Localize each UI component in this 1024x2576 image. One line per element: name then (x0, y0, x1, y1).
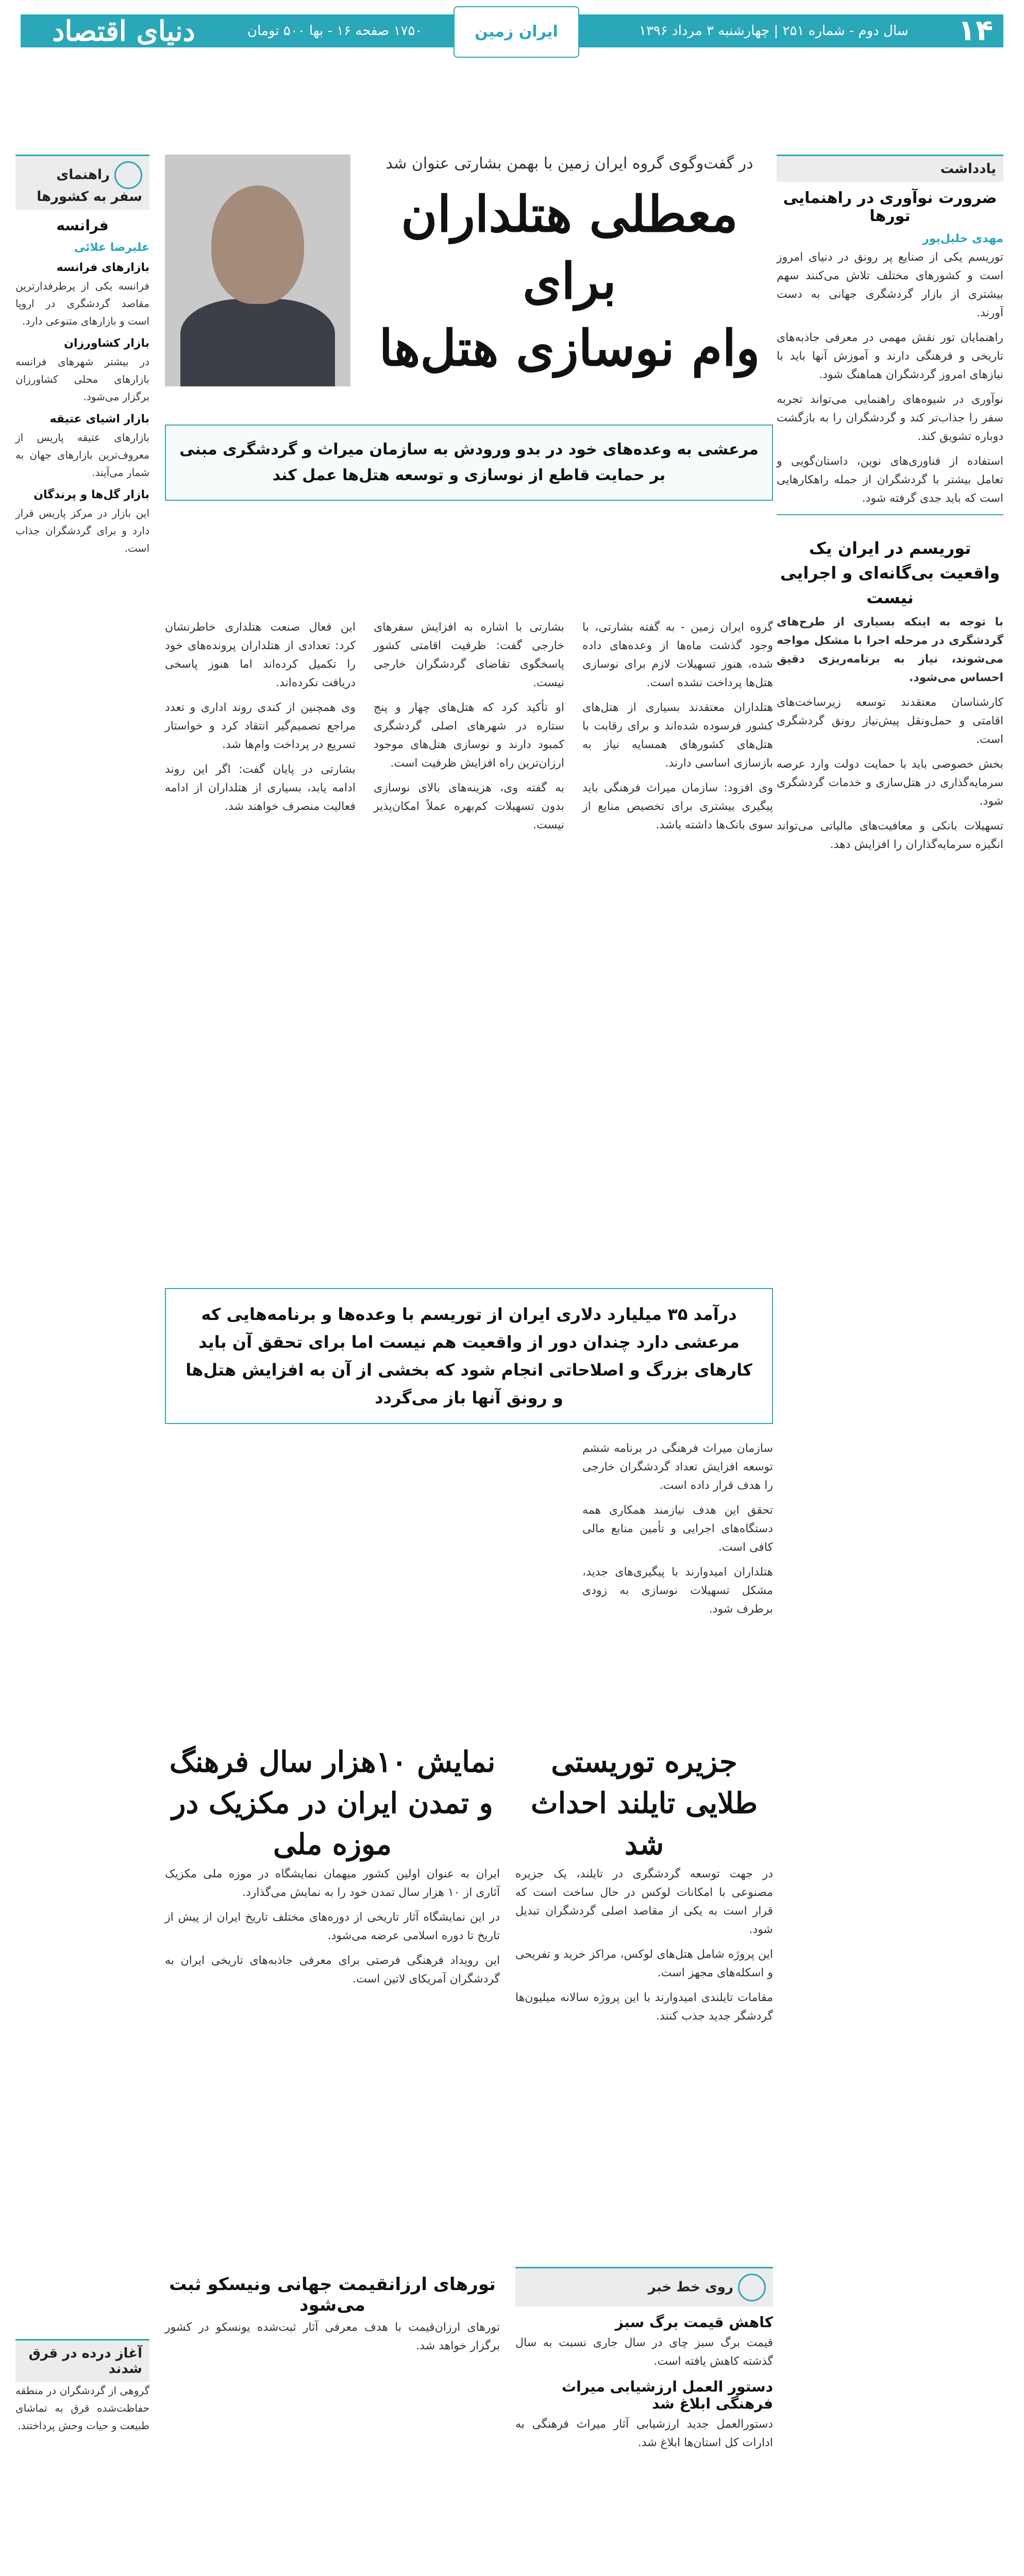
main-column (165, 155, 773, 1749)
thailand-story (515, 1741, 773, 2032)
note-paragraph: توریسم یکی از صنایع پر رونق در دنیای امروز است و کشورهای مختلف تلاش می‌کنند سهم بیشتری از بازار گردشگری جهانی به دست آورند. (777, 251, 1003, 319)
left-box-2-title: آغاز درده در قرق شدند (15, 2339, 149, 2382)
guide-author: علیرضا علائی (74, 241, 149, 254)
body-paragraph: بشارتی با اشاره به افزایش سفرهای خارجی گفت: ظرفیت اقامتی کشور پاسخگوی تقاضای گردشگران خارجی نیست. (374, 621, 564, 689)
globe-icon (738, 2274, 766, 2301)
issue-info: ۱۷۵۰ صفحه ۱۶ - بها ۵۰۰ تومان (247, 23, 423, 39)
body-column-2 (374, 618, 564, 841)
right-column (777, 155, 1003, 860)
body-paragraph: بشارتی در پایان گفت: اگر این روند ادامه یابد، بسیاری از هتلداران از ادامه فعالیت منصرف خواهند شد. (165, 763, 356, 813)
news-badge-label: روی خط خبر (648, 2279, 733, 2295)
page-number: ۱۴ (958, 14, 993, 47)
left-box-2-text: گروهی از گردشگران در منطقه حفاظت‌شده قرق به تماشای طبیعت و حیات وحش پرداختند. (15, 2384, 149, 2432)
guide-section-heading: بازار اشیای عتیقه (49, 413, 149, 426)
guide-section-heading: بازار گل‌ها و پرندگان (33, 488, 149, 501)
news-1-title: کاهش قیمت برگ سبز (615, 2314, 773, 2331)
lead-wrapper (165, 412, 773, 513)
note-title: ضرورت نوآوری در راهنمایی تورها (783, 189, 997, 225)
body-column-3 (165, 618, 356, 822)
note-paragraph: نوآوری در شیوه‌های راهنمایی می‌تواند تجربه سفر را جذاب‌تر کند و گردشگران را به بازگشت دوباره تشویق کند. (777, 393, 1003, 443)
headline-kicker: در گفت‌وگوی گروه ایران زمین با بهمن بشارتی عنوان شد (385, 155, 753, 173)
thailand-headline: جزیره توریستی طلایی تایلند احداث شد (530, 1745, 758, 1861)
body-paragraph: هتلداران معتقدند بسیاری از هتل‌های کشور فرسوده شده‌اند و برای رقابت با هتل‌های کشورهای همسایه نیاز به بازسازی اساسی دارند. (582, 701, 773, 770)
globe-icon (114, 161, 142, 189)
travel-guide-label: راهنمای سفر به کشورها (37, 167, 142, 205)
guide-section-heading: بازارهای فرانسه (56, 261, 149, 274)
column-section-title: یادداشت (777, 155, 1003, 182)
note-paragraph: استفاده از فناوری‌های نوین، داستان‌گویی و تعامل بیشتر با گردشگران از جمله راهکارهایی است که باید جدی گرفته شود. (777, 455, 1003, 505)
section-name: ایران زمین (475, 23, 558, 41)
main-body (165, 618, 773, 1288)
travel-guide-title (15, 155, 149, 210)
lead-box: مرعشی به وعده‌های خود در بدو ورودش به سازمان میراث و گردشگری مبنی بر حمایت قاطع از نوسازی و توسعه هتل‌ها عمل کند (165, 425, 773, 501)
mexico-paragraph: در این نمایشگاه آثار تاریخی از دوره‌های مختلف تاریخ ایران از پیش از تاریخ تا دوره اسلامی عرضه می‌شود. (165, 1911, 500, 1942)
body-paragraph: او تأکید کرد که هتل‌های چهار و پنج ستاره در شهرهای اصلی گردشگری کمبود دارند و نوسازی هتل‌های موجود ارزان‌ترین راه افزایش ظرفیت است. (374, 701, 564, 770)
body-column-4 (582, 1439, 773, 1625)
mexico-headline: نمایش ۱۰هزار سال فرهنگ و تمدن ایران در مکزیک در موزه ملی (169, 1745, 496, 1861)
thailand-paragraph: در جهت توسعه گردشگری در تایلند، یک جزیره مصنوعی با امکانات لوکس در حال ساخت است که قرار است به یکی از مقاصد اصلی گردشگران تبدیل شود. (515, 1868, 773, 1936)
body-paragraph: هتلداران امیدوارند با پیگیری‌های جدید، مشکل تسهیلات نوسازی به زودی برطرف شود. (582, 1566, 773, 1616)
headline-block (366, 155, 773, 382)
guide-section-text: در بیشتر شهرهای فرانسه بازارهای محلی کشاورزان برگزار می‌شود. (15, 355, 149, 403)
story2-title: توریسم در ایران یک واقعیت بی‌گانه‌ای و اجرایی نیست (780, 538, 1000, 607)
news-2-text: دستورالعمل جدید ارزشیابی آثار میراث فرهنگی به ادارات کل استان‌ها ابلاغ شد. (515, 2418, 773, 2449)
photo-face (211, 185, 304, 304)
main-story-top (165, 155, 773, 618)
guide-section-text: این بازار در مرکز پاریس قرار دارد و برای گردشگران جذاب است. (15, 507, 149, 554)
mexico-paragraph: این رویداد فرهنگی فرصتی برای معرفی جاذبه‌های تاریخی ایران به گردشگران آمریکای لاتین است. (165, 1954, 500, 1986)
body-column-1 (582, 618, 773, 841)
news-2-title: دستور العمل ارزشیابی میراث فرهنگی ابلاغ شد (561, 2378, 773, 2412)
body-paragraph: تحقق این هدف نیازمند همکاری همه دستگاه‌های اجرایی و تأمین منابع مالی کافی است. (582, 1504, 773, 1554)
story2-lead: با توجه به اینکه بسیاری از طرح‌های گردشگری در مرحله اجرا با مشکل مواجه می‌شوند، نیاز به برنامه‌ریزی دقیق احساس می‌شود. (777, 616, 1003, 684)
body-paragraph: وی همچنین از کندی روند اداری و تعدد مراجع تصمیم‌گیر انتقاد کرد و خواستار تسریع در پرداخت وام‌ها شد. (165, 701, 356, 751)
date-line: سال دوم - شماره ۲۵۱ | چهارشنبه ۳ مرداد ۱۳۹۶ (639, 23, 909, 39)
note-paragraph: راهنمایان تور نقش مهمی در معرفی جاذبه‌های تاریخی و فرهنگی دارند و آموزش آنها باید با نیازهای امروز گردشگران هماهنگ شود. (777, 331, 1003, 381)
note-author: مهدی خلیل‌پور (922, 232, 1003, 245)
thailand-paragraph: این پروژه شامل هتل‌های لوکس، مراکز خرید و تفریحی و اسکله‌های مجهز است. (515, 1948, 773, 1979)
left-box-2 (15, 2339, 149, 2441)
masthead (0, 0, 1024, 62)
guide-section-text: بازارهای عتیقه پاریس از معروف‌ترین بازارهای جهان به شمار می‌آیند. (15, 431, 149, 479)
thailand-paragraph: مقامات تایلندی امیدوارند با این پروژه سالانه میلیون‌ها گردشگر جدید جذب کنند. (515, 1991, 773, 2023)
guide-country: فرانسه (56, 217, 109, 234)
unesco-tours-story (165, 2267, 500, 2362)
photo-suit (180, 299, 335, 386)
news-box (515, 2267, 773, 2459)
main-body-lower (165, 1439, 773, 1749)
news-badge (515, 2267, 773, 2307)
body-paragraph: به گفته وی، هزینه‌های بالای نوسازی بدون تسهیلات کم‌بهره عملاً امکان‌پذیر نیست. (374, 782, 564, 832)
mexico-story (165, 1741, 500, 1995)
story2-paragraph: تسهیلات بانکی و معافیت‌های مالیاتی می‌تواند انگیزه سرمایه‌گذاران را افزایش دهد. (777, 820, 1003, 851)
story2-paragraph: کارشناسان معتقدند توسعه زیرساخت‌های اقامتی و حمل‌ونقل پیش‌نیاز رونق گردشگری است. (777, 696, 1003, 746)
pull-quote: درآمد ۳۵ میلیارد دلاری ایران از توریسم با وعده‌ها و برنامه‌هایی که مرعشی دارد چندان دور از واقعیت هم نیست اما برای تحقق آن باید کارهای بزرگ و اصلاحاتی انجام شود که بخشی از آن به افزایش هتل‌ها و رونق آنها باز می‌گردد (165, 1288, 773, 1424)
body-paragraph: گروه ایران زمین - به گفته بشارتی، با وجود گذشت ماه‌ها از وعده‌های داده شده، هنوز تسهیلات لازم برای نوسازی هتل‌ها پرداخت نشده است. (582, 621, 773, 689)
news-3-title: تورهای ارزانقیمت جهانی ونیسکو ثبت می‌شود (169, 2274, 496, 2315)
news-1-text: قیمت برگ سبز چای در سال جاری نسبت به سال گذشته کاهش یافته است. (515, 2336, 773, 2368)
guide-section-text: فرانسه یکی از پرطرفدارترین مقاصد گردشگری در اروپا است و بازارهای متنوعی دارد. (15, 280, 149, 327)
newspaper-logo[interactable]: دنیای اقتصاد (52, 14, 195, 47)
left-column (15, 155, 149, 563)
story2-paragraph: بخش خصوصی باید با حمایت دولت وارد عرصه سرمایه‌گذاری در هتل‌سازی و خدمات گردشگری شود. (777, 758, 1003, 808)
body-paragraph: وی افزود: سازمان میراث فرهنگی باید پیگیری بیشتری برای تخصیص منابع از سوی بانک‌ها داشته باشد. (582, 782, 773, 832)
headline-line-1: معطلی هتلداران برای (401, 185, 738, 310)
body-paragraph: سازمان میراث فرهنگی در برنامه ششم توسعه افزایش تعداد گردشگران خارجی را هدف قرار داده است. (582, 1442, 773, 1492)
guide-section-heading: بازار کشاورزان (64, 337, 149, 350)
headline-line-2: وام نوسازی هتل‌ها (379, 319, 760, 377)
mexico-paragraph: ایران به عنوان اولین کشور میهمان نمایشگاه در موزه ملی مکزیک آثاری از ۱۰ هزار سال تمدن خود را به نمایش می‌گذارد. (165, 1868, 500, 1899)
news-3-text: تورهای ارزان‌قیمت با هدف معرفی آثار ثبت‌شده یونسکو در کشور برگزار خواهد شد. (165, 2321, 500, 2352)
interviewee-photo (165, 155, 350, 386)
section-badge[interactable] (454, 6, 579, 58)
divider (777, 514, 1003, 515)
body-paragraph: این فعال صنعت هتلداری خاطرنشان کرد: تعدادی از هتلداران پرونده‌های خود را تکمیل کرده‌اند اما هنوز پاسخی دریافت نکرده‌اند. (165, 621, 356, 689)
